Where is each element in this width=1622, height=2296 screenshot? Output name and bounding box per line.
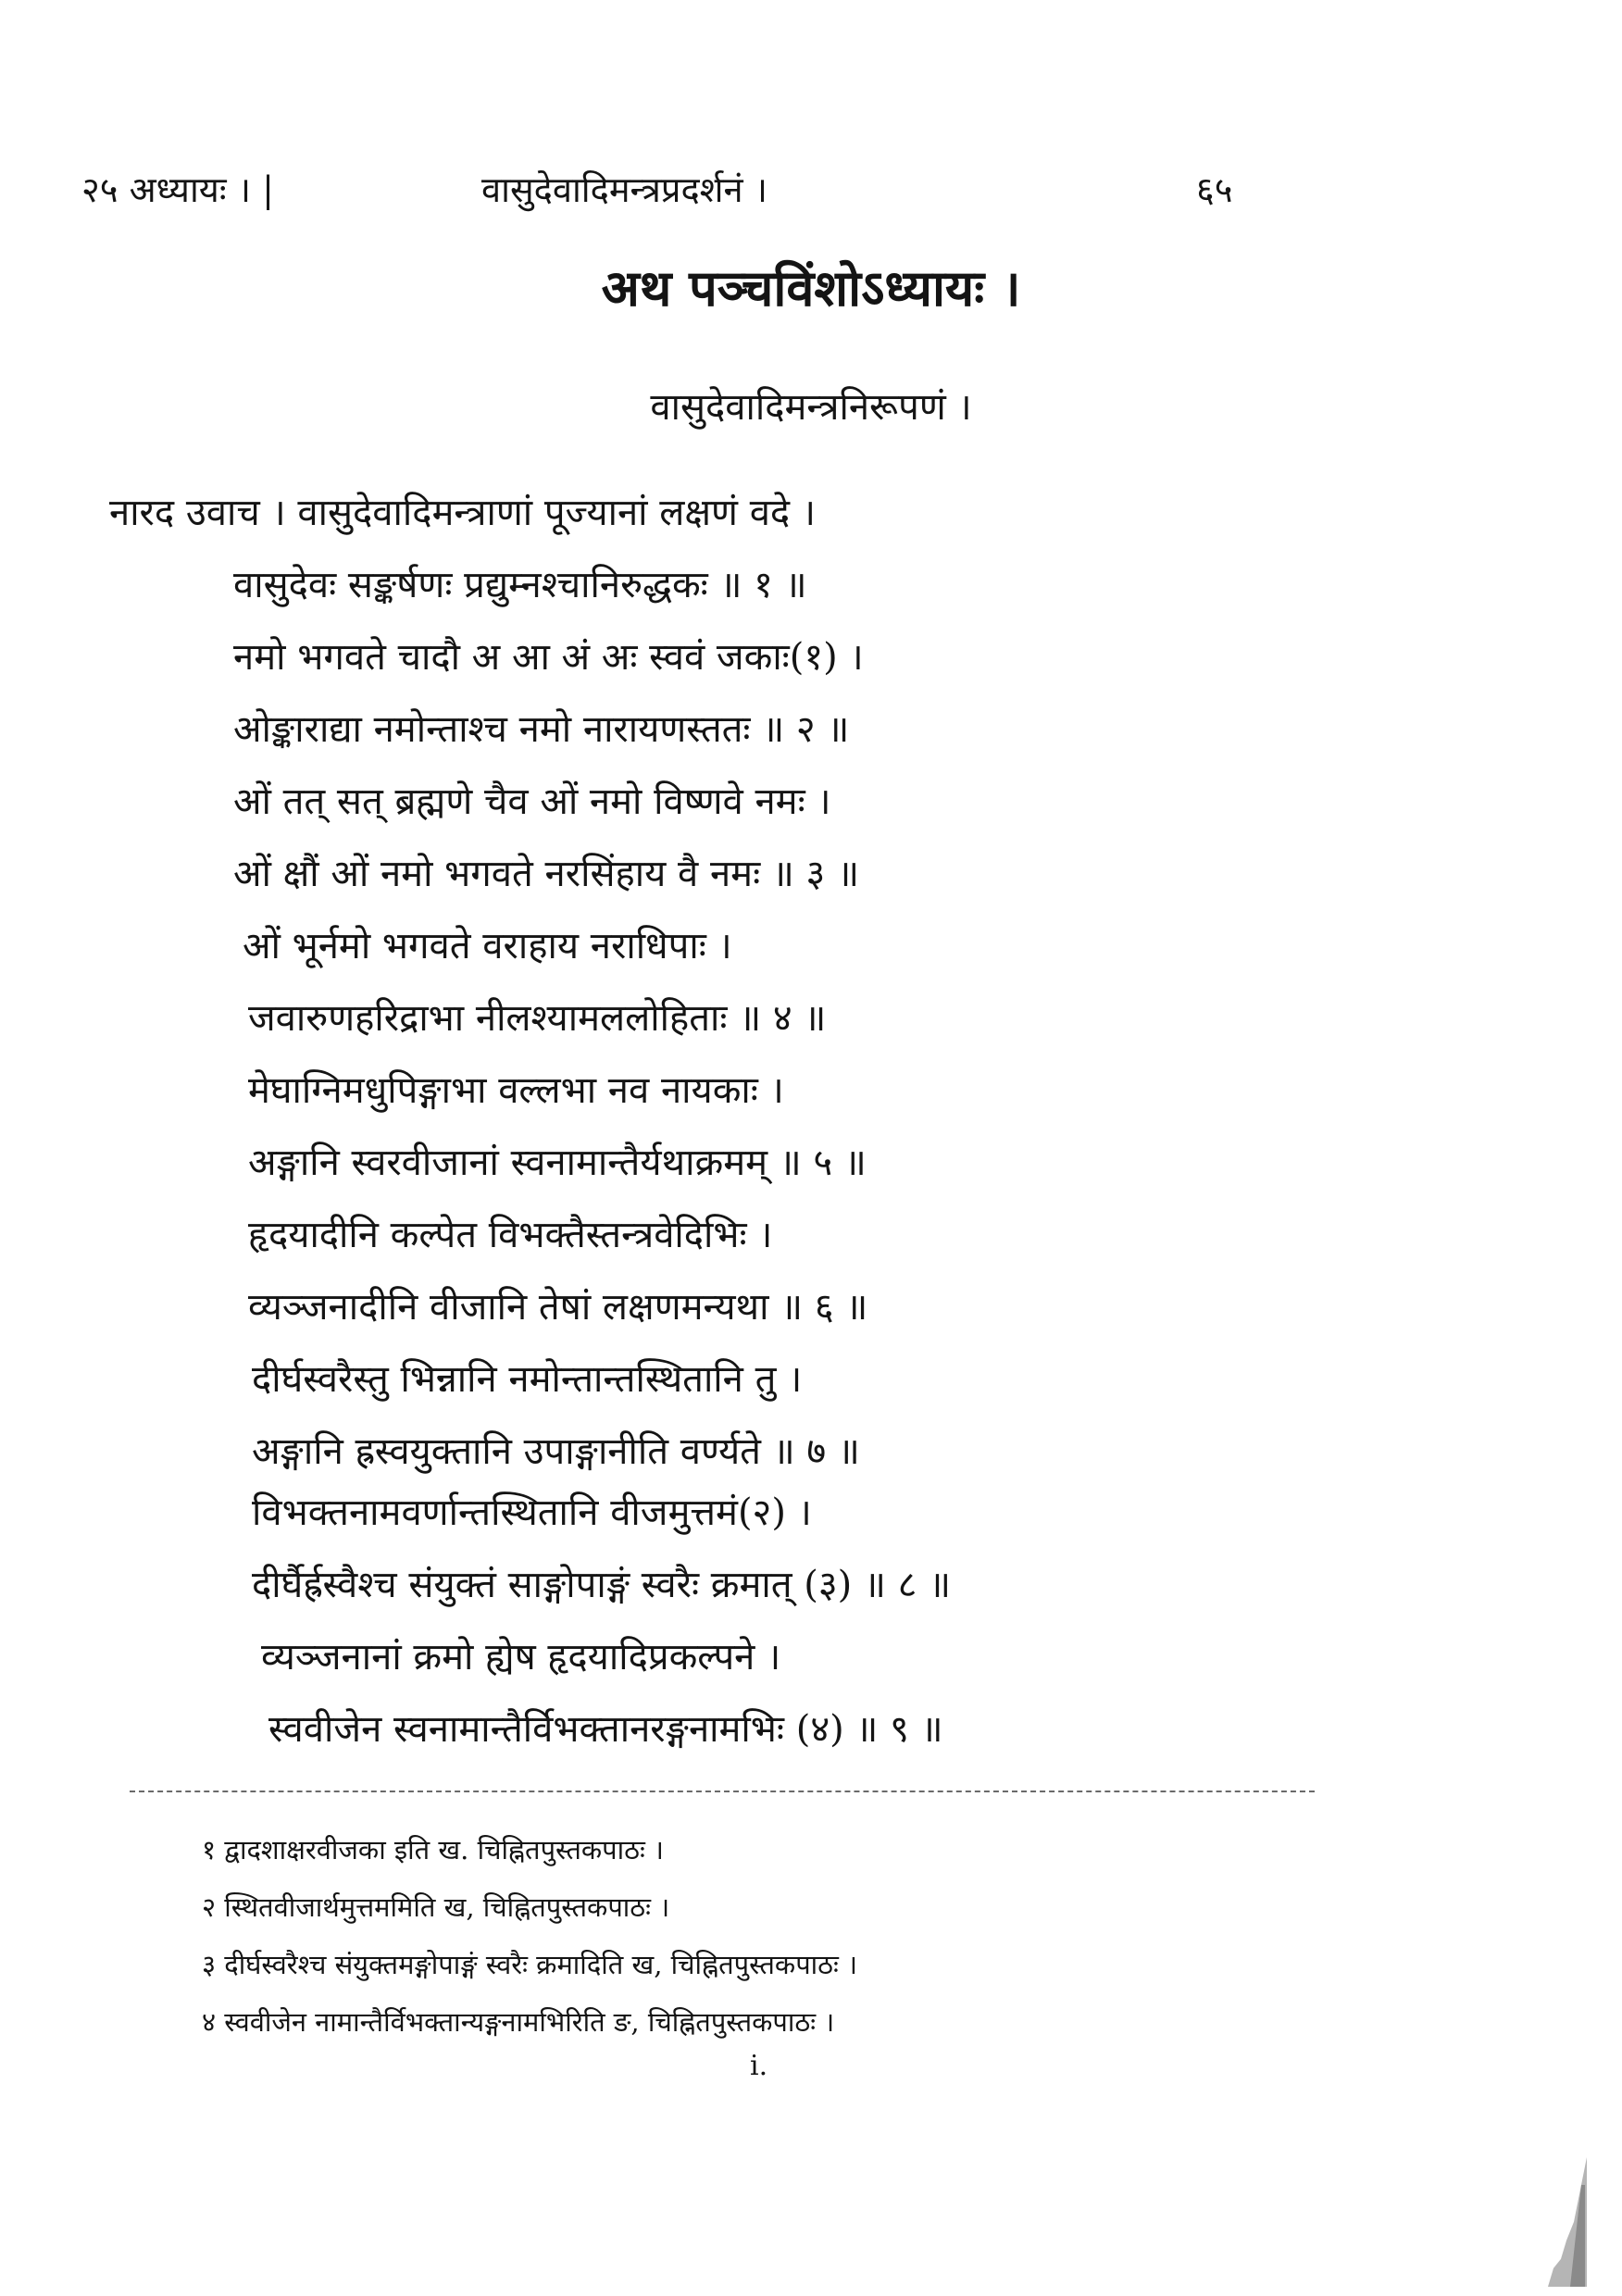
- verse-line-4: ओङ्काराद्या नमोन्ताश्च नमो नारायणस्ततः ॥ २ ॥: [233, 708, 850, 751]
- verse-line-13: दीर्घस्वरैस्तु भिन्नानि नमोन्तान्तस्थितानि तु ।: [252, 1358, 803, 1401]
- verse-line-10: अङ्गानि स्वरवीजानां स्वनामान्तैर्यथाक्रमम् ॥ ५ ॥: [248, 1142, 867, 1184]
- page-mark: i.: [750, 2050, 768, 2082]
- footnote-4: ४ स्ववीजेन नामान्तैर्विभक्तान्यङ्गनामभिरिति ङ, चिह्नितपुस्तकपाठः ।: [202, 2006, 835, 2038]
- verse-line-9: मेघाग्निमधुपिङ्गाभा वल्लभा नव नायकाः ।: [248, 1069, 784, 1112]
- verse-line-8: जवारुणहरिद्राभा नीलश्यामललोहिताः ॥ ४ ॥: [248, 997, 827, 1040]
- verse-line-18: स्ववीजेन स्वनामान्तैर्विभक्तानरङ्गनामभिः (४) ॥ ९ ॥: [268, 1708, 943, 1751]
- scan-edge-mark: [1544, 2157, 1591, 2287]
- verse-line-2: वासुदेवः सङ्कर्षणः प्रद्युम्नश्चानिरुद्धकः ॥ १ ॥: [233, 564, 807, 606]
- verse-line-6: ओं क्षौं ओं नमो भगवते नरसिंहाय वै नमः ॥ ३ ॥: [233, 853, 860, 895]
- verse-line-11: हृदयादीनि कल्पेत विभक्तैस्तन्त्रवेदिभिः ।: [248, 1214, 773, 1256]
- footnote-divider: [130, 1791, 1315, 1792]
- verse-line-14: अङ्गानि ह्रस्वयुक्तानि उपाङ्गानीति वर्ण्यते ॥ ७ ॥: [252, 1430, 860, 1473]
- verse-line-7: ओं भूर्नमो भगवते वराहाय नराधिपाः ।: [243, 925, 732, 967]
- verse-line-15: विभक्तनामवर्णान्तस्थितानि वीजमुत्तमं(२) ।: [252, 1491, 812, 1534]
- verse-line-5: ओं तत् सत् ब्रह्मणे चैव ओं नमो विष्णवे नमः ।: [233, 780, 831, 823]
- verse-line-3: नमो भगवते चादौ अ आ अं अः स्ववं जकाः(१) ।: [233, 636, 864, 679]
- footnote-1: १ द्वादशाक्षरवीजका इति ख. चिह्नितपुस्तकपाठः ।: [202, 1834, 665, 1866]
- footnote-3: ३ दीर्घस्वरैश्च संयुक्तमङ्गोपाङ्गं स्वरैः क्रमादिति ख, चिह्नितपुस्तकपाठः ।: [202, 1949, 858, 1980]
- footnote-2: २ स्थितवीजार्थमुत्तममिति ख, चिह्नितपुस्तकपाठः ।: [202, 1891, 670, 1923]
- running-head-title: वासुदेवादिमन्त्रप्रदर्शनं ।: [481, 169, 768, 210]
- verse-line-17: व्यञ्जनानां क्रमो ह्येष हृदयादिप्रकल्पने ।: [261, 1636, 781, 1678]
- running-head: [0, 165, 1622, 220]
- verse-line-1: नारद उवाच । वासुदेवादिमन्त्राणां पूज्यानां लक्षणं वदे ।: [109, 492, 817, 534]
- verse-line-16: दीर्घैर्ह्रस्वैश्च संयुक्तं साङ्गोपाङ्गं स्वरैः क्रमात् (३) ॥ ८ ॥: [252, 1564, 952, 1606]
- running-head-chapter: २५ अध्यायः । |: [81, 169, 274, 210]
- chapter-title: अथ पञ्चविंशोऽध्यायः ।: [601, 258, 1021, 318]
- section-title: वासुदेवादिमन्त्रनिरूपणं ।: [650, 386, 972, 429]
- verse-line-12: व्यञ्जनादीनि वीजानि तेषां लक्षणमन्यथा ॥ ६ ॥: [248, 1286, 868, 1329]
- page-number: ६५: [1196, 169, 1233, 210]
